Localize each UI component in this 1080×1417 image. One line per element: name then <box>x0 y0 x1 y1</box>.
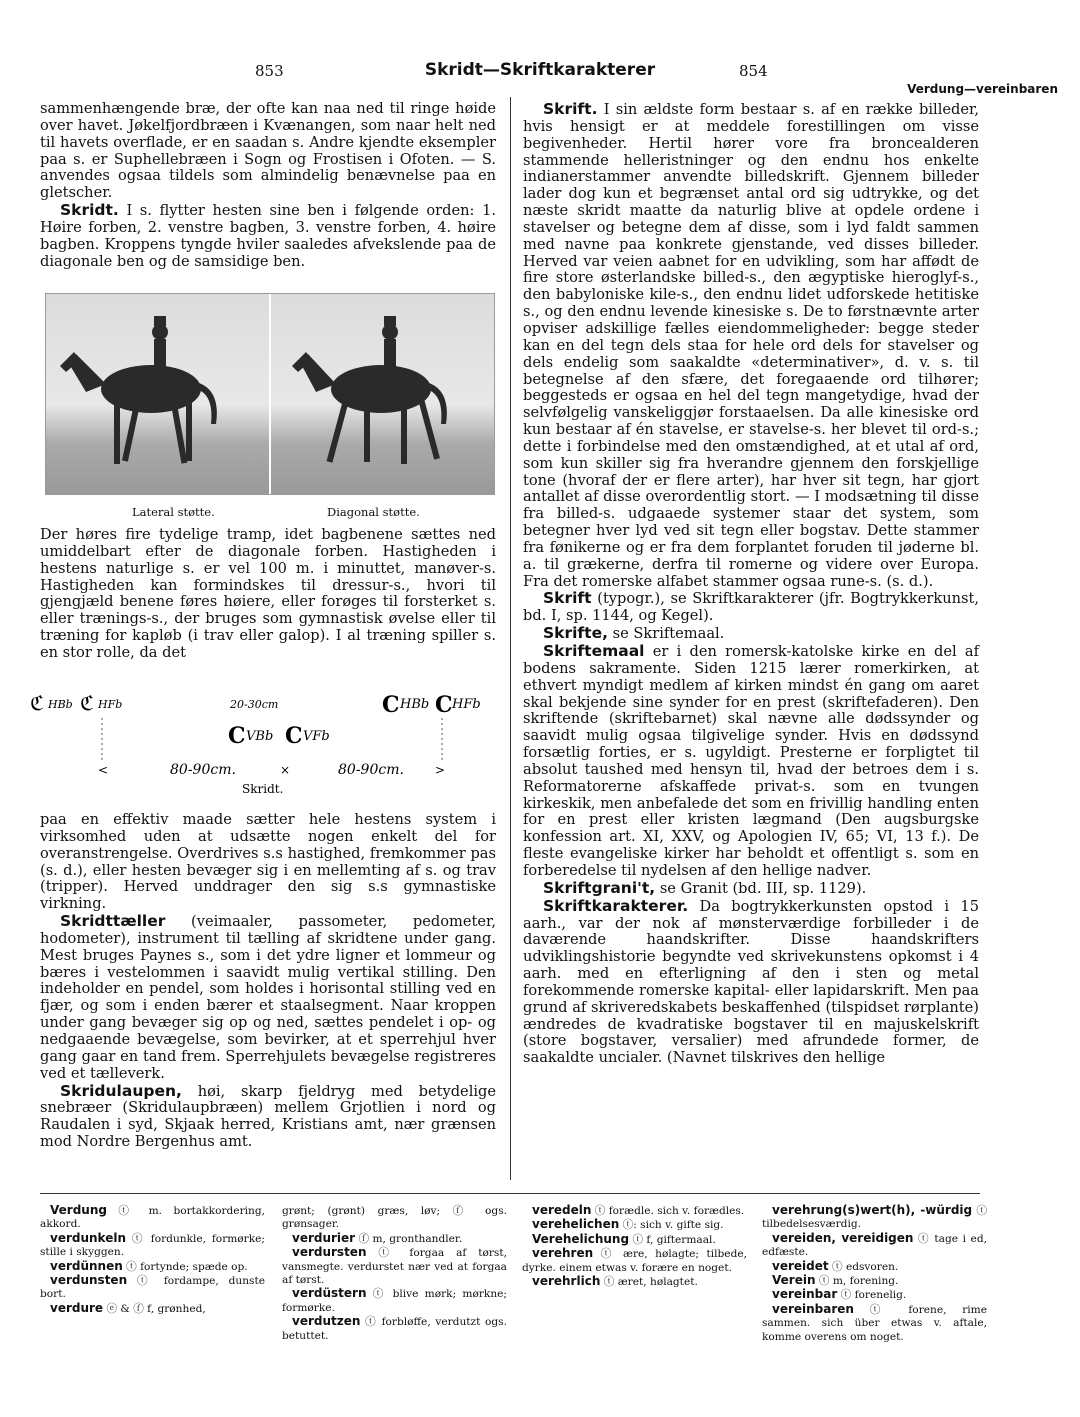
label-vbb: VBb <box>246 729 274 744</box>
label-hbb-left: HBb <box>48 698 73 711</box>
footer-column-1 <box>40 1204 265 1316</box>
footer-entry: verdüstern ⓣ blive mørk; mørkne; formørke. <box>282 1286 507 1314</box>
footer-column-3 <box>522 1204 747 1289</box>
paragraph: paa en effektiv maade sætter hele hestens system i virksomhed uden at udsætte nogen enkelt del for overanstrengelse. Overdrives s.s hastighed, fremkommer pas (s. d.), eller hesten bevæger sig i en mellemting af s. og trav (tripper). Herved unddrager den sig s.s gymnastiske virkning. <box>40 811 496 913</box>
hoof-symbol-right: C <box>382 692 400 718</box>
footer-entry: verdunkeln ⓣ fordunkle, formørke; stille i skyggen. <box>40 1230 265 1259</box>
paragraph: Der høres fire tydelige tramp, idet bagbenene sættes ned umiddelbart efter de diagonale forben. Hastigheden i hestens naturlige s. er vel 100 m. i minuttet, manøver-s. Hastigheden kan formindskes til dressur-s., hvori til gjengjæld benene føres høiere, eller forøges til forsterket s. eller trænings-s., der bruges som gymnastisk øvelse eller til træning for kapløb (i trav eller galop). I al træning spiller s. en stor rolle, da det <box>40 526 496 661</box>
horse-photo <box>45 293 495 495</box>
left-column-middle <box>40 527 496 662</box>
entry-text: I sin ældste form bestaar s. af en række billeder, hvis hensigt er at meddele forestillingen om visse begivenheder. Hertil hører vore fra broncealderen stammende helleristninger og den endnu hos enkelte indianerstammer anvendte billedskrift. Gjennem billeder lader dog kun et begrænset antal ord sig udtrykke, og det næste skridt maatte da naturlig blive at opdele ordene i stavelser og betegne dem af disse, som i lyd faldt sammen med navne paa konkrete gjenstande, ved disses billeder. Herved var veien aabnet for en udvikling, som har affødt de fire store østerlandske billed-s., den ægyptiske hieroglyf-s., den babyloniske kile-s., den endnu lidet udforskede hetitiske s., og den endnu levende kinesiske s. De to førstnævnte arter opviser adskillige fælles eiendommeligheder: begge steder kan en del tegn dels staa for hele ord dels for stavelser og dels endelig som saakaldte «determinativer», d. v. s. til betegnelse af den sfære, det foregaaende ord tilhører; beggesteds er ogsaa en hel del tegn mangetydige, hvad der selvfølgelig vanskeliggjør forstaaelsen. Da alle kinesiske ord kun bestaar af én stavelse, er stavelse-s. her blevet til ord-s.; dette i forbindelse med den omstændighed, at et utal af ord, som kun skiller sig fra hverandre gjennem den forskjellige tone (hvoraf der er flere arter), har hver sit tegn, har gjort antallet af disse overordentlig stort. — I modsætning til disse fra billed-s. udgaaede systemer staar det system, som betegner hver lyd ved sit tegn eller bogstav. Dette stammer fra fønikerne og er fra dem forplantet foruden til jøderne bl. a. til grækerne, derfra til romerne og videre over Europa. Fra det romerske alfabet stammer ogsaa rune-s. (s. d.). <box>523 101 979 590</box>
entry-skridt <box>40 202 496 270</box>
column-divider <box>510 97 511 1180</box>
paragraph-continuation: sammenhængende bræ, der ofte kan naa ned til ringe høide over havet. Jøkelfjordbræen i Kvænangen, som naar helt ned til havets overflade, er en saadan s. Andre kjendte eksempler paa s. er Suphellebræen i Sogn og Frostisen i Ofoten. — S. anvendes ogsaa tildels som almindelig benævnelse paa en gletscher. <box>40 100 496 202</box>
hoof-symbol-center: C <box>285 723 303 749</box>
entry-text: (typogr.), se Skriftkarakterer (jfr. Bogtrykkerkunst, bd. I, sp. 1144, og Kegel). <box>523 590 979 625</box>
page-title: Skridt—Skriftkarakterer <box>424 60 656 80</box>
footer-column-4 <box>762 1204 987 1344</box>
page-number-left: 853 <box>255 62 284 80</box>
headword: Skrifte, <box>543 624 608 643</box>
gait-diagram <box>30 688 500 803</box>
svg-text:×: × <box>280 763 291 777</box>
left-column-bottom <box>40 812 496 1151</box>
footer-entry: veredeln ⓣ forædle. sich v. forædles. <box>532 1203 745 1217</box>
headword: Skriftgrani't, <box>543 878 656 897</box>
svg-text:>: > <box>435 763 446 777</box>
headword: Skridt. <box>60 201 119 220</box>
hoof-symbol-center: C <box>228 723 246 749</box>
entry-text: er i den romersk-katolske kirke en del af bodens sakramente. Siden 1215 lærer romerkirken, at ethvert myndigt medlem af kirken mindst én gang om aaret skal bekjende sine synder for en prest (skriftefaderen). Den skriftende (skriftebarnet) skal nævne alle dødssynder og saavidt mulig ogsaa tilgivelige synder. Hvis en dødssynd forsætlig forties, er s. ugyldigt. Presterne er forpligtet til absolut taushed med hensyn til, hvad der betroes dem i s. Reformatorerne afskaffede privat-s. som en tvungen kirkeskik, men anbefalede det som en frivillig handling enten for en prest eller kristen lægmand (Den augsburgske konfession art. XI, XXV, og Apologien IV, 65; VI, 13 f.). De fleste evangeliske kirker har beholdt et offentligt s. som en forberedelse til nydelsen af den hellige nadver. <box>523 643 980 879</box>
footer-entry: verehelichen ⓣ: sich v. gifte sig. <box>532 1217 724 1232</box>
footer-entry: vereinbar ⓣ forenelig. <box>772 1287 907 1302</box>
headword: Skridulaupen, <box>60 1081 182 1100</box>
footer-entry: grønt; (grønt) græs, løv; ⓕ ogs. grønsager. <box>282 1205 507 1231</box>
entry-text: (veimaaler, passometer, pedometer, hodometer), instrument til tælling af skridtene under gang. Mest bruges Paynes s., som i det ydre ligner et lommeur og bæres i vestelommen i saavidt mulig vertikal stilling. Den indeholder en pendel, som holdes i horisontal stilling ved en fjær, og som i enden bærer et staalsegment. Naar kroppen under gang bevæger sig op og ned, sættes pendelet i op- og nedgaaende bevægelse, som bevirker, at et sperrehjul hver gang gaar en tand frem. Sperrehjulets bevægelse registreres ved et tælleverk. <box>40 913 497 1082</box>
headword: Skriftemaal <box>543 642 645 660</box>
headword: Skriftkarakterer. <box>543 896 689 915</box>
footer-entry: verdursten ⓣ forgaa af tørst, vansmegte. verdurstet nær ved at forgaa af tørst. <box>282 1245 507 1287</box>
label-hfb-left: HFb <box>98 698 123 711</box>
entry-skriftgranit <box>523 880 979 898</box>
footer-entry: verehrung(s)wert(h), -würdig ⓣ tilbedelsesværdig. <box>762 1203 987 1231</box>
footer-entry: Verdung ⓣ m. bortakkordering, akkord. <box>40 1203 265 1231</box>
entry-text: Da bogtrykkerkunsten opstod i 15 aarh., var der nok af mønsterværdige forbilleder i de daværende haandskrifter. Disse haandskrifters udviklingshistorie begyndte ved skrivekunstens opkomst i 4 aarh. med en efterligning af den i sten og metal forekommende romerske kapital- eller lapidarskrift. Men paa grund af skriveredskabets beskaffenhed (tilspidset rørplante) ændredes de kvadratiske bogstaver til en majuskelskrift (store bogstaver, versalier) med afrundede former, de saakaldte uncialer. (Navnet tilskrives den hellige <box>523 897 979 1067</box>
footer-column-2 <box>282 1204 507 1343</box>
entry-skrifte <box>523 625 979 643</box>
diagram-caption: Skridt. <box>242 782 284 796</box>
entry-text: I s. flytter hesten sine ben i følgende orden: 1. Høire forben, 2. venstre bagben, 3. venstre forben, 4. høire bagben. Kroppens tyngde hviler saaledes afvekslende paa de diagonale ben og de samsidige ben. <box>40 202 496 270</box>
footer-entry: vereidet ⓣ edsvoren. <box>772 1258 899 1273</box>
entry-skriftemaal <box>523 643 979 880</box>
entry-skridttaeller <box>40 913 496 1082</box>
entry-text: se Skriftemaal. <box>612 625 725 643</box>
entry-skrift <box>523 101 979 590</box>
hoof-symbol-right: C <box>435 692 453 718</box>
headword: Skrift. <box>543 100 598 118</box>
footer-entry: verdünnen ⓣ fortynde; spæde op. <box>50 1258 248 1273</box>
hoof-symbol-left: ℭ <box>30 691 45 715</box>
dictionary-range: Verdung—vereinbaren <box>907 82 1058 96</box>
svg-text:<: < <box>98 763 109 777</box>
footer-entry: verehren ⓣ ære, hølagte; tilbede, dyrke. einem etwas v. forære en noget. <box>522 1246 747 1274</box>
left-column-top <box>40 101 496 270</box>
horse-illustration <box>46 294 494 494</box>
headword: Skridttæller <box>60 912 166 931</box>
footer-entry: verehrlich ⓣ æret, hølagtet. <box>532 1274 698 1289</box>
footer-entry: verdure ⓔ & ⓕ f, grønhed, <box>50 1300 206 1315</box>
label-distance-1: 80-90cm. <box>170 762 236 778</box>
label-distance-2: 80-90cm. <box>338 762 404 778</box>
entry-skriftkarakterer <box>523 898 979 1067</box>
footer-divider <box>40 1193 980 1194</box>
label-hbb-right: HBb <box>400 697 430 712</box>
entry-text: se Granit (bd. III, sp. 1129). <box>659 879 867 897</box>
photo-caption-lateral: Lateral støtte. <box>132 505 215 519</box>
footer-entry: vereiden, vereidigen ⓣ tage i ed, edfæste. <box>762 1230 987 1259</box>
footer-entry: verdunsten ⓣ fordampe, dunste bort. <box>40 1273 265 1301</box>
entry-text: høi, skarp fjeldryg med betydelige snebræer (Skridulaupbræen) mellem Grjotlien i nord og Raudalen i syd, Skjaak herred, Kristians amt, nær grænsen mod Nordre Bergenhus amt. <box>40 1082 497 1151</box>
label-hfb-right: HFb <box>452 697 481 712</box>
label-distance-mid: 20-30cm <box>230 698 279 711</box>
label-vfb: VFb <box>303 729 330 744</box>
footer-entry: vereinbaren ⓣ forene, rime sammen. sich über etwas v. aftale, komme overens om noget. <box>762 1301 987 1343</box>
footer-entry: Verein ⓣ m, forening. <box>772 1273 899 1288</box>
entry-skridulaupen <box>40 1083 496 1151</box>
page-number-right: 854 <box>739 62 768 80</box>
right-column <box>523 101 979 1067</box>
footer-entry: Verehelichung ⓣ f, giftermaal. <box>532 1231 716 1246</box>
footer-entry: verdutzen ⓣ forbløffe, verdutzt ogs. betuttet. <box>282 1314 507 1342</box>
hoof-symbol-left: ℭ <box>80 691 95 715</box>
photo-caption-diagonal: Diagonal støtte. <box>327 505 420 519</box>
entry-skrift-typogr <box>523 590 979 625</box>
headword: Skrift <box>543 589 592 608</box>
footer-entry: verdurier ⓕ m, gronthandler. <box>292 1230 463 1245</box>
